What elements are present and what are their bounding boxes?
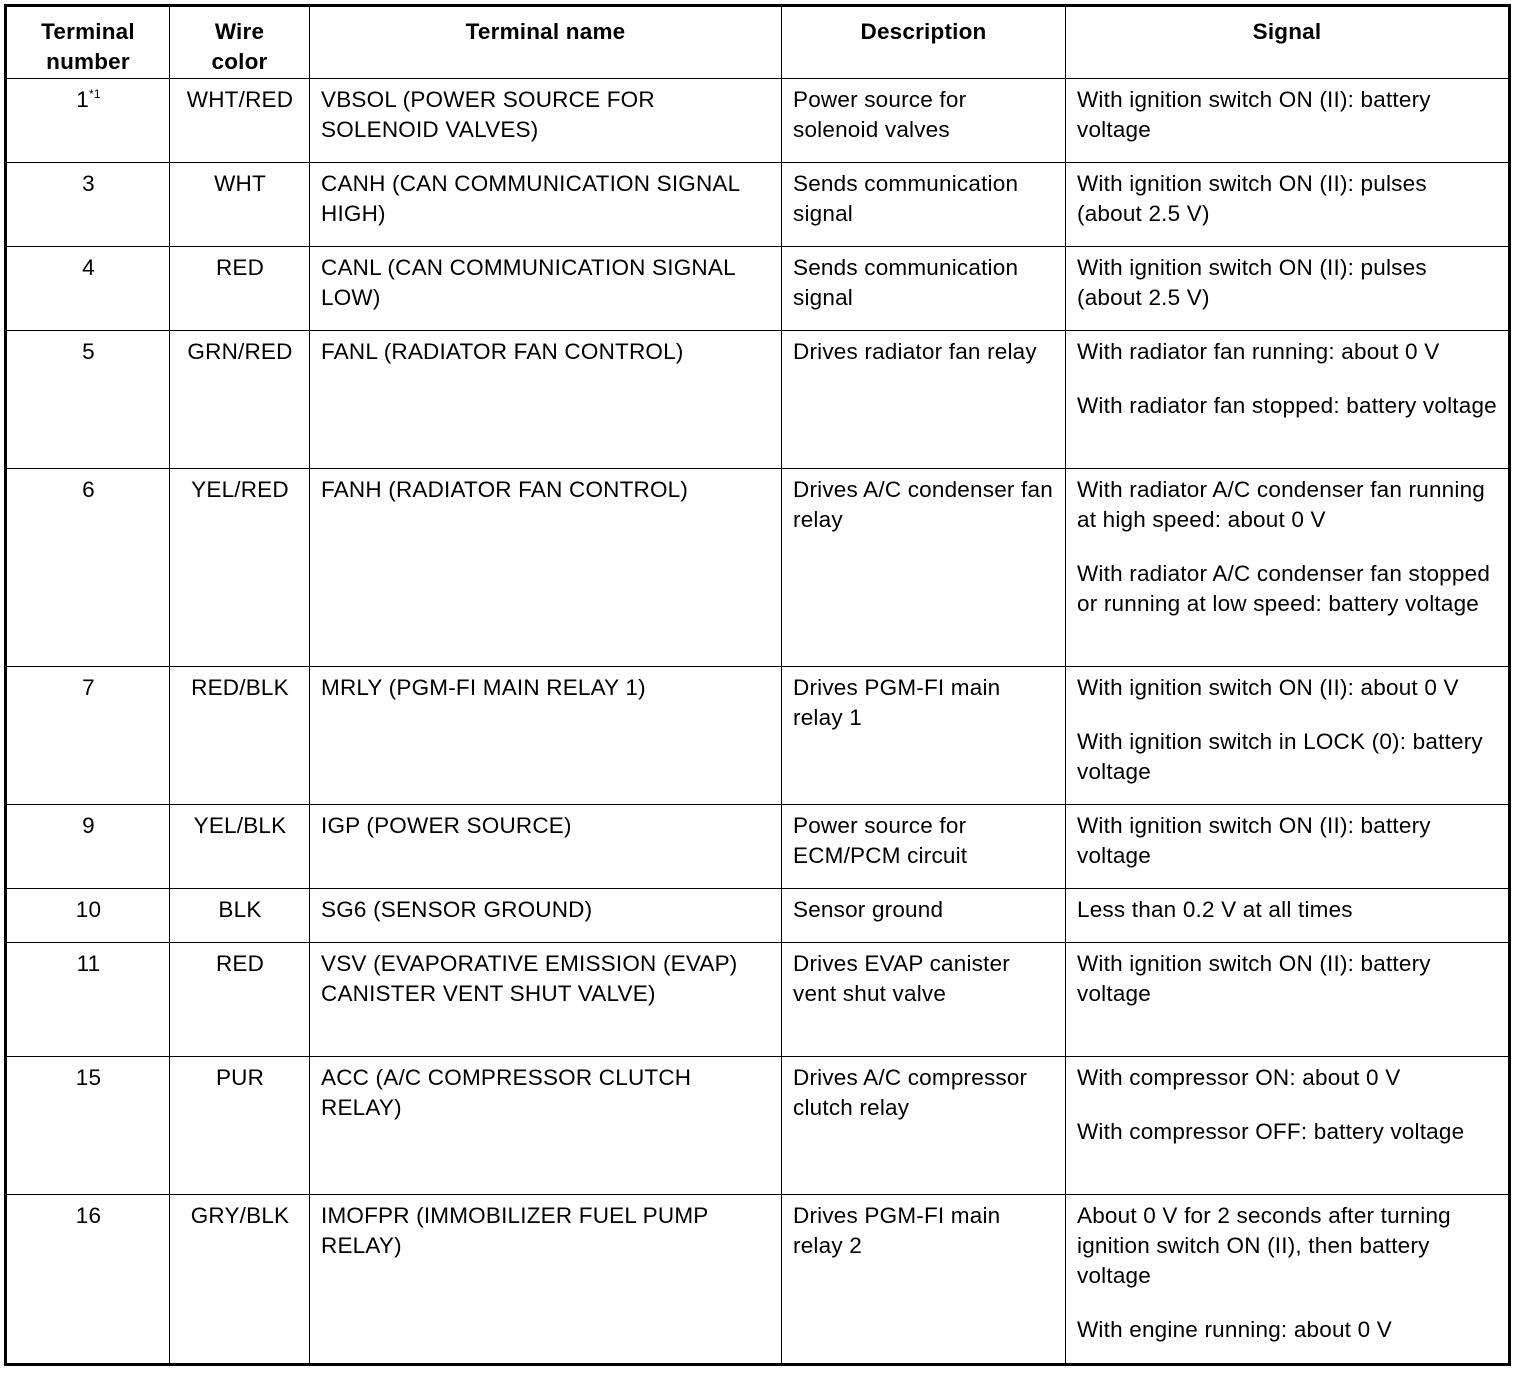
- terminal-number-cell: [6, 1195, 170, 1365]
- terminal-number: 6: [82, 477, 95, 502]
- description-cell: Drives radiator fan relay: [782, 331, 1066, 469]
- signal-cell: [1066, 247, 1510, 331]
- wire-color-cell: YEL/BLK: [170, 805, 310, 889]
- signal-text: With radiator fan stopped: battery voltage: [1077, 393, 1497, 418]
- table-row: [6, 163, 1510, 247]
- description-cell: Power source for solenoid valves: [782, 79, 1066, 163]
- signal-text: With compressor OFF: battery voltage: [1077, 1119, 1465, 1144]
- terminal-number: 11: [76, 951, 101, 976]
- terminal-number-cell: [6, 943, 170, 1057]
- terminal-number: 9: [82, 813, 95, 838]
- header-signal: Signal: [1066, 6, 1510, 79]
- terminal-number: 7: [82, 675, 95, 700]
- terminal-name-cell: VBSOL (POWER SOURCE FOR SOLENOID VALVES): [310, 79, 782, 163]
- wire-color-cell: RED: [170, 943, 310, 1057]
- terminal-name-cell: ACC (A/C COMPRESSOR CLUTCH RELAY): [310, 1057, 782, 1195]
- table-row: [6, 79, 1510, 163]
- description-cell: Sends communication signal: [782, 247, 1066, 331]
- table-row: [6, 889, 1510, 943]
- signal-cell: [1066, 331, 1510, 469]
- wire-color-cell: GRN/RED: [170, 331, 310, 469]
- terminal-number: 5: [82, 339, 95, 364]
- terminal-name-cell: VSV (EVAPORATIVE EMISSION (EVAP) CANISTER VENT SHUT VALVE): [310, 943, 782, 1057]
- table-row: [6, 1195, 1510, 1365]
- signal-text: With ignition switch ON (II): battery voltage: [1077, 813, 1431, 868]
- table-row: [6, 943, 1510, 1057]
- table-header-row: [6, 6, 1510, 79]
- terminal-name-cell: MRLY (PGM-FI MAIN RELAY 1): [310, 667, 782, 805]
- signal-cell: [1066, 805, 1510, 889]
- terminal-name-cell: CANH (CAN COMMUNICATION SIGNAL HIGH): [310, 163, 782, 247]
- header-terminal-number: [6, 6, 170, 79]
- table-row: [6, 469, 1510, 667]
- description-cell: Power source for ECM/PCM circuit: [782, 805, 1066, 889]
- header-terminal-name: Terminal name: [310, 6, 782, 79]
- terminal-number-cell: [6, 889, 170, 943]
- signal-text: With compressor ON: about 0 V: [1077, 1065, 1401, 1090]
- terminal-number-cell: [6, 163, 170, 247]
- terminal-number-cell: [6, 805, 170, 889]
- header-wire-color-line2: color: [211, 49, 268, 74]
- terminal-number: 10: [75, 897, 102, 922]
- terminal-number: 1: [76, 87, 89, 112]
- terminal-number-cell: [6, 331, 170, 469]
- description-cell: Drives A/C compressor clutch relay: [782, 1057, 1066, 1195]
- terminal-name-cell: FANL (RADIATOR FAN CONTROL): [310, 331, 782, 469]
- signal-cell: [1066, 1195, 1510, 1365]
- signal-text: With ignition switch ON (II): pulses (about 2.5 V): [1077, 255, 1427, 310]
- wire-color-cell: PUR: [170, 1057, 310, 1195]
- header-terminal-number-line2: number: [46, 49, 130, 74]
- wire-color-cell: YEL/RED: [170, 469, 310, 667]
- header-terminal-number-line1: Terminal: [41, 19, 135, 44]
- terminal-name-cell: SG6 (SENSOR GROUND): [310, 889, 782, 943]
- terminal-number: 3: [82, 171, 95, 196]
- terminal-table-container: [4, 4, 1508, 1374]
- signal-text: With ignition switch ON (II): about 0 V: [1077, 675, 1459, 700]
- signal-text: With radiator fan running: about 0 V: [1077, 339, 1440, 364]
- terminal-name-cell: IMOFPR (IMMOBILIZER FUEL PUMP RELAY): [310, 1195, 782, 1365]
- terminal-number-cell: [6, 1057, 170, 1195]
- description-cell: Drives PGM-FI main relay 1: [782, 667, 1066, 805]
- signal-cell: [1066, 1057, 1510, 1195]
- signal-text: About 0 V for 2 seconds after turning ignition switch ON (II), then battery voltage: [1077, 1203, 1451, 1288]
- table-row: [6, 247, 1510, 331]
- header-description: Description: [782, 6, 1066, 79]
- signal-cell: [1066, 889, 1510, 943]
- description-cell: Sensor ground: [782, 889, 1066, 943]
- signal-text: With ignition switch ON (II): battery voltage: [1077, 951, 1431, 1006]
- terminal-number-cell: [6, 247, 170, 331]
- description-cell: Drives EVAP canister vent shut valve: [782, 943, 1066, 1057]
- header-wire-color-line1: Wire: [214, 19, 265, 44]
- terminal-number-cell: [6, 667, 170, 805]
- wire-color-cell: GRY/BLK: [170, 1195, 310, 1365]
- wire-color-cell: BLK: [170, 889, 310, 943]
- table-row: [6, 331, 1510, 469]
- terminal-number: 16: [75, 1203, 102, 1228]
- wire-color-cell: WHT: [170, 163, 310, 247]
- signal-text: With ignition switch ON (II): battery voltage: [1077, 87, 1431, 142]
- header-wire-color: [170, 6, 310, 79]
- signal-text: With radiator A/C condenser fan stopped or running at low speed: battery voltage: [1077, 561, 1491, 616]
- signal-cell: [1066, 469, 1510, 667]
- signal-text: Less than 0.2 V at all times: [1077, 897, 1353, 922]
- terminal-table: [4, 4, 1511, 1366]
- terminal-name-cell: FANH (RADIATOR FAN CONTROL): [310, 469, 782, 667]
- wire-color-cell: WHT/RED: [170, 79, 310, 163]
- signal-cell: [1066, 943, 1510, 1057]
- description-cell: Drives PGM-FI main relay 2: [782, 1195, 1066, 1365]
- wire-color-cell: RED: [170, 247, 310, 331]
- table-row: [6, 667, 1510, 805]
- signal-cell: [1066, 667, 1510, 805]
- terminal-number-cell: [6, 79, 170, 163]
- terminal-footnote: *1: [88, 86, 101, 101]
- table-row: [6, 1057, 1510, 1195]
- description-cell: Drives A/C condenser fan relay: [782, 469, 1066, 667]
- signal-text: With ignition switch ON (II): pulses (about 2.5 V): [1077, 171, 1427, 226]
- description-cell: Sends communication signal: [782, 163, 1066, 247]
- wire-color-cell: RED/BLK: [170, 667, 310, 805]
- signal-text: With ignition switch in LOCK (0): battery voltage: [1077, 729, 1483, 784]
- terminal-name-cell: IGP (POWER SOURCE): [310, 805, 782, 889]
- terminal-number: 15: [75, 1065, 102, 1090]
- table-body: [6, 79, 1510, 1365]
- terminal-number: 4: [82, 255, 95, 280]
- terminal-number-cell: [6, 469, 170, 667]
- signal-cell: [1066, 79, 1510, 163]
- terminal-name-cell: CANL (CAN COMMUNICATION SIGNAL LOW): [310, 247, 782, 331]
- signal-text: With engine running: about 0 V: [1077, 1317, 1392, 1342]
- signal-cell: [1066, 163, 1510, 247]
- signal-text: With radiator A/C condenser fan running at high speed: about 0 V: [1077, 477, 1486, 532]
- table-row: [6, 805, 1510, 889]
